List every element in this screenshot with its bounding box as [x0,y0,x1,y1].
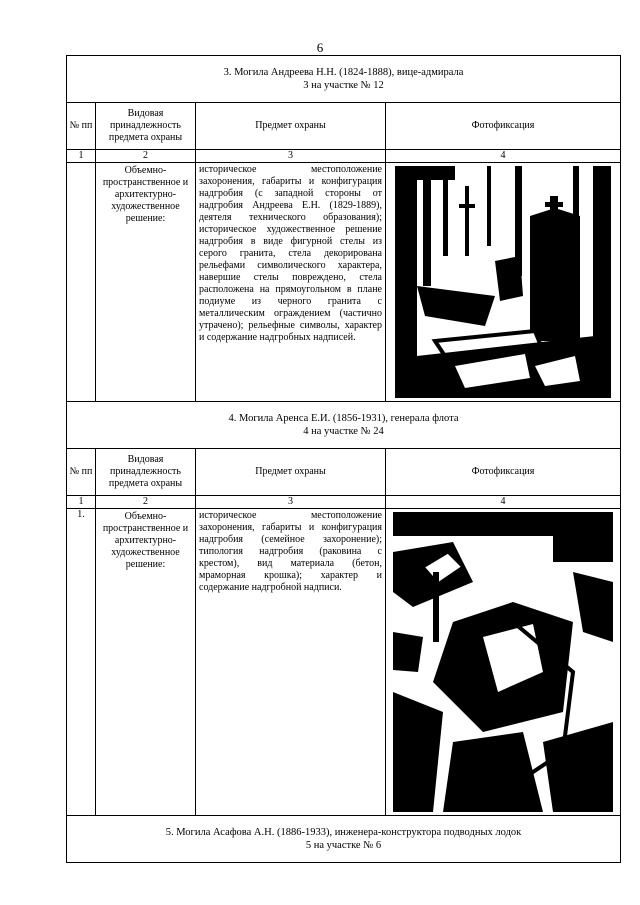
header-row [67,103,621,150]
col-num-1: 1 [67,496,96,509]
row-no: 1. [67,509,96,816]
col-num-3: 3 [196,496,386,509]
section-title-line1: 4. Могила Аренса Е.И. (1856-1931), генерала флота [228,413,459,424]
section-title [67,816,621,863]
table-row [67,509,621,816]
column-number-row [67,496,621,509]
header-subject: Предмет охраны [196,449,386,496]
row-type: Объемно-пространственное и архитектурно-художественное решение: [96,163,196,402]
header-row [67,449,621,496]
header-type: Видовая принадлежность предмета охраны [96,103,196,150]
header-no: № пп [67,103,96,150]
photo-cell [386,163,621,402]
col-num-1: 1 [67,150,96,163]
section-title-line1: 5. Могила Асафова А.Н. (1886-1933), инженера-конструктора подводных лодок [165,827,522,838]
column-number-row [67,150,621,163]
col-num-4: 4 [386,150,621,163]
table-row [67,163,621,402]
grave-photo-arens [393,512,613,812]
protection-table [66,55,621,863]
grave-photo-andreev [395,166,611,398]
row-type: Объемно-пространственное и архитектурно-художественное решение: [96,509,196,816]
header-photo: Фотофиксация [386,449,621,496]
header-no: № пп [67,449,96,496]
header-type: Видовая принадлежность предмета охраны [96,449,196,496]
col-num-3: 3 [196,150,386,163]
col-num-2: 2 [96,496,196,509]
section-title-line2: 5 на участке № 6 [305,840,382,851]
row-subject: историческое местоположение захоронения, габариты и конфигурация надгробия (с западной стороны от надгробия Андреева Е.Н. (1829-1889), деятеля технического образования); историческое художественное решение надгробия в виде фигурной стелы из серого гранита, стела декорирована рельефами символического характера, навершие стелы повреждено, стела расположена на прямоугольном в плане подиуме из черного гранита с металлическим ограждением (частично утрачено); рельефные символы, характер и содержание надгробных надписей. [196,163,386,402]
section-title-line1: 3. Могила Андреева Н.Н. (1824-1888), вице-адмирала [223,67,464,78]
header-subject: Предмет охраны [196,103,386,150]
section-title-line2: 4 на участке № 24 [303,426,384,437]
row-no [67,163,96,402]
col-num-2: 2 [96,150,196,163]
col-num-4: 4 [386,496,621,509]
page-number: 6 [316,40,324,55]
photo-cell [386,509,621,816]
section-title-line2: 3 на участке № 12 [303,80,384,91]
section-title [67,402,621,449]
header-photo: Фотофиксация [386,103,621,150]
row-subject: историческое местоположение захоронения, габариты и конфигурация надгробия (семейное захоронение); типология надгробия (раковина с крестом), вид материала (бетон, мраморная крошка); характер и содержание надгробной надписи. [196,509,386,816]
section-title [67,56,621,103]
